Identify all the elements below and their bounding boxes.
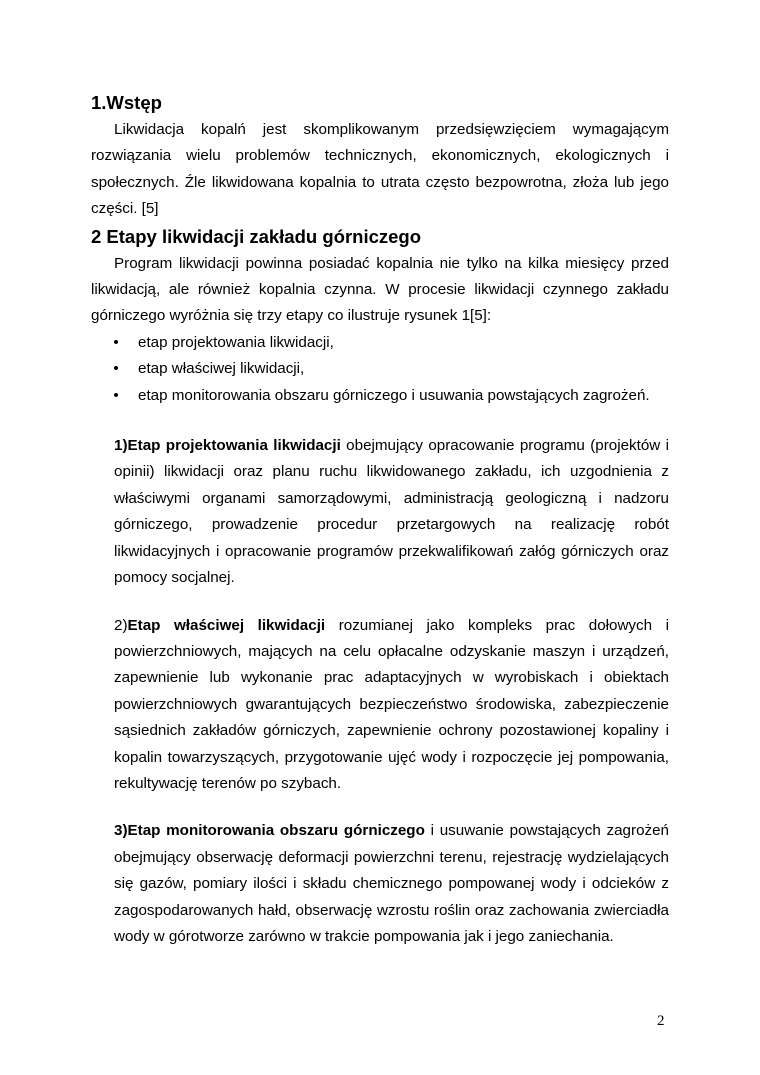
stage-1-paragraph [114, 433, 669, 591]
stage-1-text: obejmujący opracowanie programu (projektów i opinii) likwidacji oraz planu ruchu likwidowanego zakładu, ich uzgodnienia z właściwymi organami samorządowymi, administracją geologiczną i nadzoru górniczego, prowadzenie procedur przetargowych na realizację robót likwidacyjnych i opracowanie programów przekwalifikowań załóg górniczych oraz pomocy socjalnej. [114, 437, 670, 587]
section-2-paragraph: Program likwidacji powinna posiadać kopalnia nie tylko na kilka miesięcy przed likwidacją, ale również kopalnia czynna. W procesie likwidacji czynnego zakładu górniczego wyróżnia się trzy etapy co ilustruje rysunek 1[5]: [91, 254, 669, 325]
list-item [91, 356, 669, 382]
section-1-heading: 1.Wstęp [91, 92, 162, 113]
stage-2-text: rozumianej jako kompleks prac dołowych i powierzchniowych, mających na celu opłacalne odzyskanie maszyn i urządzeń, zapewnienie lub wykonanie prac adaptacyjnych w wyrobiskach i obiektach powierzchniowych gwarantujących bezpieczeństwo środowiska, zabezpieczenie sąsiednich zakładów górniczych, zapewnienie ochrony pozostawionej kopaliny i kopalin towarzyszących, przygotowanie ujęć wody i rozpoczęcie jej pompowania, rekultywację terenów po szybach. [114, 616, 669, 792]
stage-3-number: 3) [114, 822, 128, 840]
stage-3-text: i usuwanie powstających zagrożeń obejmujący obserwację deformacji powierzchni terenu, rejestrację wydzielających się gazów, pomiary ilości i składu chemicznego pompowanej wody i odcieków z zagospodarowanych hałd, obserwację wzrostu roślin oraz zachowania zwierciadła wody w górotworze zarówno w trakcie pompowania jak i jego zaniechania. [114, 822, 669, 945]
stage-1-title: Etap projektowania likwidacji [127, 437, 341, 455]
list-item [91, 330, 669, 356]
list-item-text: etap monitorowania obszaru górniczego i usuwania powstających zagrożeń. [138, 386, 650, 404]
section-1-paragraph: Likwidacja kopalń jest skomplikowanym przedsięwzięciem wymagającym rozwiązania wielu problemów technicznych, ekonomicznych, ekologicznych i społecznych. Źle likwidowana kopalnia to utrata często bezpowrotna, złoża lub jego części. [5] [91, 121, 669, 218]
page-number: 2 [657, 1013, 665, 1029]
list-item-text: etap właściwej likwidacji, [138, 360, 305, 378]
stage-2-title: Etap właściwej likwidacji [127, 616, 326, 634]
bullet-icon: • [113, 333, 119, 351]
stage-2-paragraph [114, 613, 669, 798]
stage-3-paragraph [114, 818, 669, 950]
page-content [91, 90, 669, 950]
list-item [91, 383, 669, 409]
bullet-icon: • [113, 386, 119, 404]
stage-2-number: 2) [114, 616, 128, 634]
section-2-heading: 2 Etapy likwidacji zakładu górniczego [91, 225, 422, 247]
stages-bullet-list [91, 330, 669, 409]
bullet-icon: • [113, 360, 119, 378]
list-item-text: etap projektowania likwidacji, [138, 333, 334, 351]
stage-3-title: Etap monitorowania obszaru górniczego [127, 822, 425, 840]
stage-1-number: 1) [114, 437, 128, 455]
